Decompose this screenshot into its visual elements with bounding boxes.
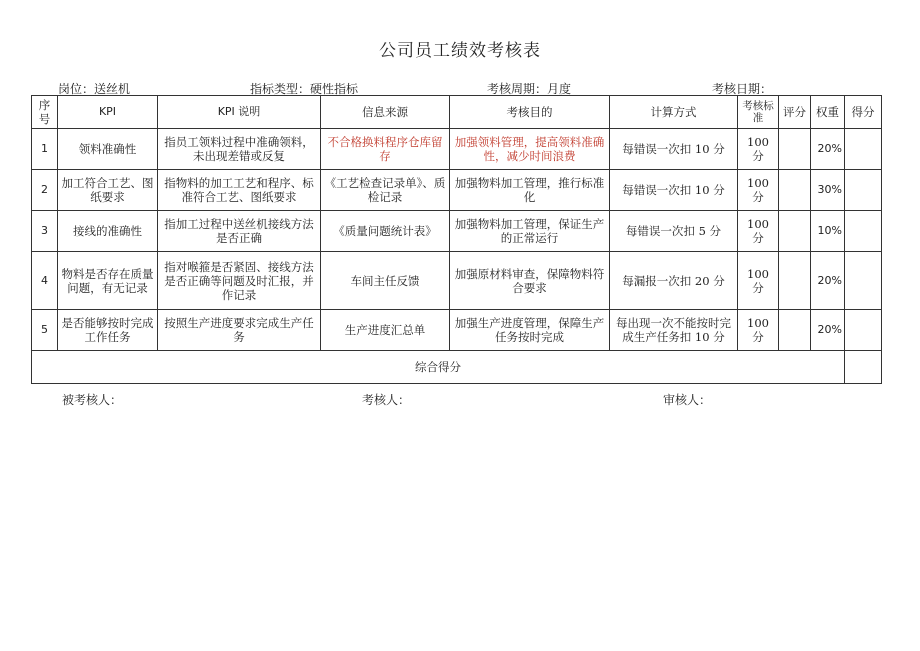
cell-weight: 20% — [811, 129, 845, 170]
cell-score[interactable] — [779, 170, 811, 211]
cell-weight: 20% — [811, 252, 845, 310]
page-title: 公司员工绩效考核表 — [379, 41, 541, 61]
cell-source: 车间主任反馈 — [321, 252, 450, 310]
meta-date: 考核日期： — [712, 82, 773, 96]
summary-label: 综合得分 — [32, 351, 845, 384]
cell-method: 每出现一次不能按时完成生产任务扣 10 分 — [610, 310, 738, 351]
cell-weight: 20% — [811, 310, 845, 351]
cell-source: 《工艺检查记录单》、质检记录 — [321, 170, 450, 211]
kpi-table — [31, 95, 882, 384]
header-kpi: KPI — [58, 96, 158, 129]
header-purpose: 考核目的 — [450, 96, 610, 129]
cell-standard: 100 分 — [738, 129, 779, 170]
header-kpi-desc: KPI 说明 — [158, 96, 321, 129]
table-row — [32, 170, 882, 211]
cell-result[interactable] — [845, 129, 882, 170]
cell-method: 每漏报一次扣 20 分 — [610, 252, 738, 310]
summary-row — [32, 351, 882, 384]
cell-seq: 1 — [32, 129, 58, 170]
header-score: 评分 — [779, 96, 811, 129]
header-result: 得分 — [845, 96, 882, 129]
cell-score[interactable] — [779, 310, 811, 351]
cell-kpi: 是否能够按时完成工作任务 — [58, 310, 158, 351]
cell-desc: 指物料的加工工艺和程序、标准符合工艺、图纸要求 — [158, 170, 321, 211]
cell-purpose: 加强领料管理，提高领料准确性，减少时间浪费 — [450, 129, 610, 170]
cell-result[interactable] — [845, 170, 882, 211]
cell-standard: 100 分 — [738, 211, 779, 252]
cell-method: 每错误一次扣 5 分 — [610, 211, 738, 252]
cell-weight: 10% — [811, 211, 845, 252]
cell-kpi: 加工符合工艺、图纸要求 — [58, 170, 158, 211]
table-row — [32, 211, 882, 252]
meta-position: 岗位：送丝机 — [58, 82, 131, 96]
cell-desc: 按照生产进度要求完成生产任务 — [158, 310, 321, 351]
cell-seq: 3 — [32, 211, 58, 252]
cell-source: 不合格换料程序仓库留存 — [321, 129, 450, 170]
cell-seq: 5 — [32, 310, 58, 351]
cell-weight: 30% — [811, 170, 845, 211]
cell-source: 《质量问题统计表》 — [321, 211, 450, 252]
cell-score[interactable] — [779, 211, 811, 252]
table-row — [32, 310, 882, 351]
cell-standard: 100 分 — [738, 310, 779, 351]
cell-kpi: 物料是否存在质量问题，有无记录 — [58, 252, 158, 310]
header-seq: 序号 — [32, 96, 58, 129]
header-standard: 考核标准 — [738, 96, 779, 129]
cell-standard: 100 分 — [738, 170, 779, 211]
cell-desc: 指员工领料过程中准确领料，未出现差错或反复 — [158, 129, 321, 170]
signature-assessee: 被考核人： — [62, 393, 123, 407]
header-weight: 权重 — [811, 96, 845, 129]
cell-purpose: 加强物料加工管理，推行标准化 — [450, 170, 610, 211]
cell-standard: 100 分 — [738, 252, 779, 310]
table-row — [32, 129, 882, 170]
meta-period: 考核周期：月度 — [487, 82, 572, 96]
header-method: 计算方式 — [610, 96, 738, 129]
cell-result[interactable] — [845, 310, 882, 351]
cell-purpose: 加强原材料审查，保障物料符合要求 — [450, 252, 610, 310]
cell-source: 生产进度汇总单 — [321, 310, 450, 351]
meta-indicator-type: 指标类型：硬性指标 — [250, 82, 359, 96]
header-source: 信息来源 — [321, 96, 450, 129]
cell-kpi: 领料准确性 — [58, 129, 158, 170]
table-header-row — [32, 96, 882, 129]
cell-result[interactable] — [845, 252, 882, 310]
summary-score-cell[interactable] — [845, 351, 882, 384]
cell-desc: 指加工过程中送丝机接线方法是否正确 — [158, 211, 321, 252]
cell-score[interactable] — [779, 252, 811, 310]
cell-score[interactable] — [779, 129, 811, 170]
cell-purpose: 加强生产进度管理，保障生产任务按时完成 — [450, 310, 610, 351]
cell-method: 每错误一次扣 10 分 — [610, 170, 738, 211]
cell-seq: 4 — [32, 252, 58, 310]
signature-assessor: 考核人： — [362, 393, 411, 407]
cell-result[interactable] — [845, 211, 882, 252]
cell-purpose: 加强物料加工管理，保证生产的正常运行 — [450, 211, 610, 252]
cell-seq: 2 — [32, 170, 58, 211]
cell-method: 每错误一次扣 10 分 — [610, 129, 738, 170]
signature-reviewer: 审核人： — [663, 393, 712, 407]
table-row — [32, 252, 882, 310]
cell-desc: 指对喉箍是否紧固、接线方法是否正确等问题及时汇报，并作记录 — [158, 252, 321, 310]
cell-kpi: 接线的准确性 — [58, 211, 158, 252]
